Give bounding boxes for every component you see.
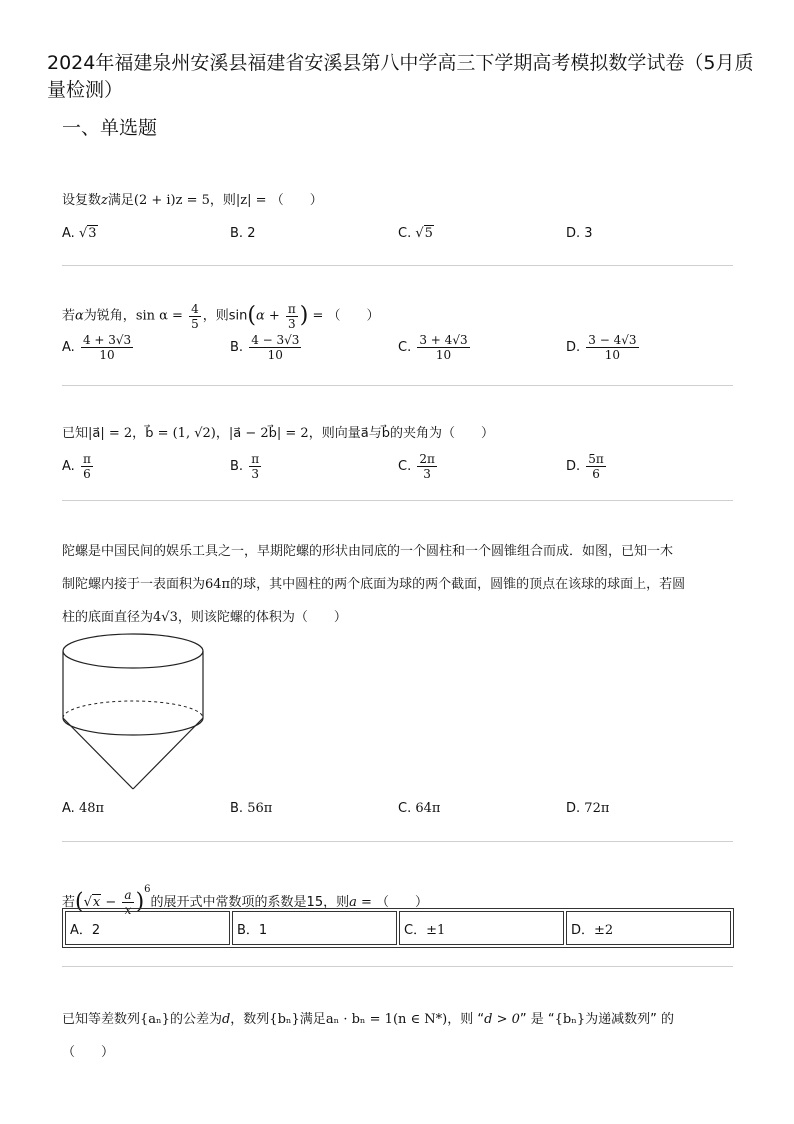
spinning-top-figure — [60, 632, 208, 794]
divider — [62, 500, 733, 501]
q1-option-d[interactable]: D. 3 — [566, 226, 593, 241]
q5-option-c[interactable]: C．±1 — [399, 911, 564, 945]
section-heading: 一、单选题 — [62, 117, 158, 139]
divider — [62, 966, 733, 967]
q3-option-b[interactable]: B. $\frac{\pi}{3}$ — [230, 452, 260, 481]
page-title: 2024年福建泉州安溪县福建省安溪县第八中学高三下学期高考模拟数学试卷（5月质量检测） — [47, 52, 754, 101]
q1-stem: 设复数z满足(2 + i)z = 5，则|z| = （ ） — [62, 193, 323, 208]
q4-option-b[interactable]: B. 56π — [230, 801, 273, 816]
q5-option-b[interactable]: B．1 — [232, 911, 397, 945]
q2-option-d[interactable]: D. $\frac{3 - 4√3}{10}$ — [566, 333, 637, 362]
q4-option-c[interactable]: C. 64π — [398, 801, 441, 816]
q1-option-c[interactable]: C. √5 — [398, 226, 433, 241]
q5-option-d[interactable]: D．±2 — [566, 911, 731, 945]
q5-options-table — [62, 908, 734, 948]
q4-stem: 陀螺是中国民间的娱乐工具之一，早期陀螺的形状由同底的一个圆柱和一个圆锥组合而成．如图，已知一木 制陀螺内接于一表面积为64π的球，其中圆柱的两个底面为球的两个截面，圆锥的顶点在该球的球面上，若圆 柱的底面直径为4√3，则该陀螺的体积为（ ） — [62, 544, 686, 625]
divider — [62, 265, 733, 266]
q2-stem: 若α为锐角，sin α = $\frac{4}{5}$ ，则sin(α + $\frac{\pi}{3}$ ) = （ ） — [62, 301, 380, 331]
q2-option-c[interactable]: C. $\frac{3 + 4√3}{10}$ — [398, 333, 468, 362]
divider — [62, 385, 733, 386]
q5-stem: 若(√x − $\frac{a}{x}$ )$^6$的展开式中常数项的系数是15，则a = （ ） — [62, 884, 429, 917]
q1-option-b[interactable]: B. 2 — [230, 226, 256, 241]
q4-option-d[interactable]: D. 72π — [566, 801, 610, 816]
q6-stem: 已知等差数列{aₙ}的公差为d，数列{bₙ}满足aₙ · bₙ = 1(n ∈ N*)，则 “d > 0” 是 “{bₙ}为递减数列” 的 （ ） — [62, 1012, 674, 1060]
q3-option-a[interactable]: A. $\frac{\pi}{6}$ — [62, 452, 91, 481]
divider — [62, 841, 733, 842]
q2-option-a[interactable]: A. $\frac{4 + 3√3}{10}$ — [62, 333, 132, 362]
q3-option-d[interactable]: D. $\frac{5\pi}{6}$ — [566, 452, 604, 481]
q2-option-b[interactable]: B. $\frac{4 - 3√3}{10}$ — [230, 333, 300, 362]
q1-option-a[interactable]: A. √3 — [62, 226, 97, 241]
q5-option-a[interactable]: A．2 — [65, 911, 230, 945]
q4-option-a[interactable]: A. 48π — [62, 801, 105, 816]
q3-stem: 已知|a⃗| = 2，b⃗ = (1, √2)，|a⃗ − 2b⃗| = 2，则向量a⃗与b⃗的夹角为（ ） — [62, 426, 494, 441]
q3-option-c[interactable]: C. $\frac{2\pi}{3}$ — [398, 452, 435, 481]
